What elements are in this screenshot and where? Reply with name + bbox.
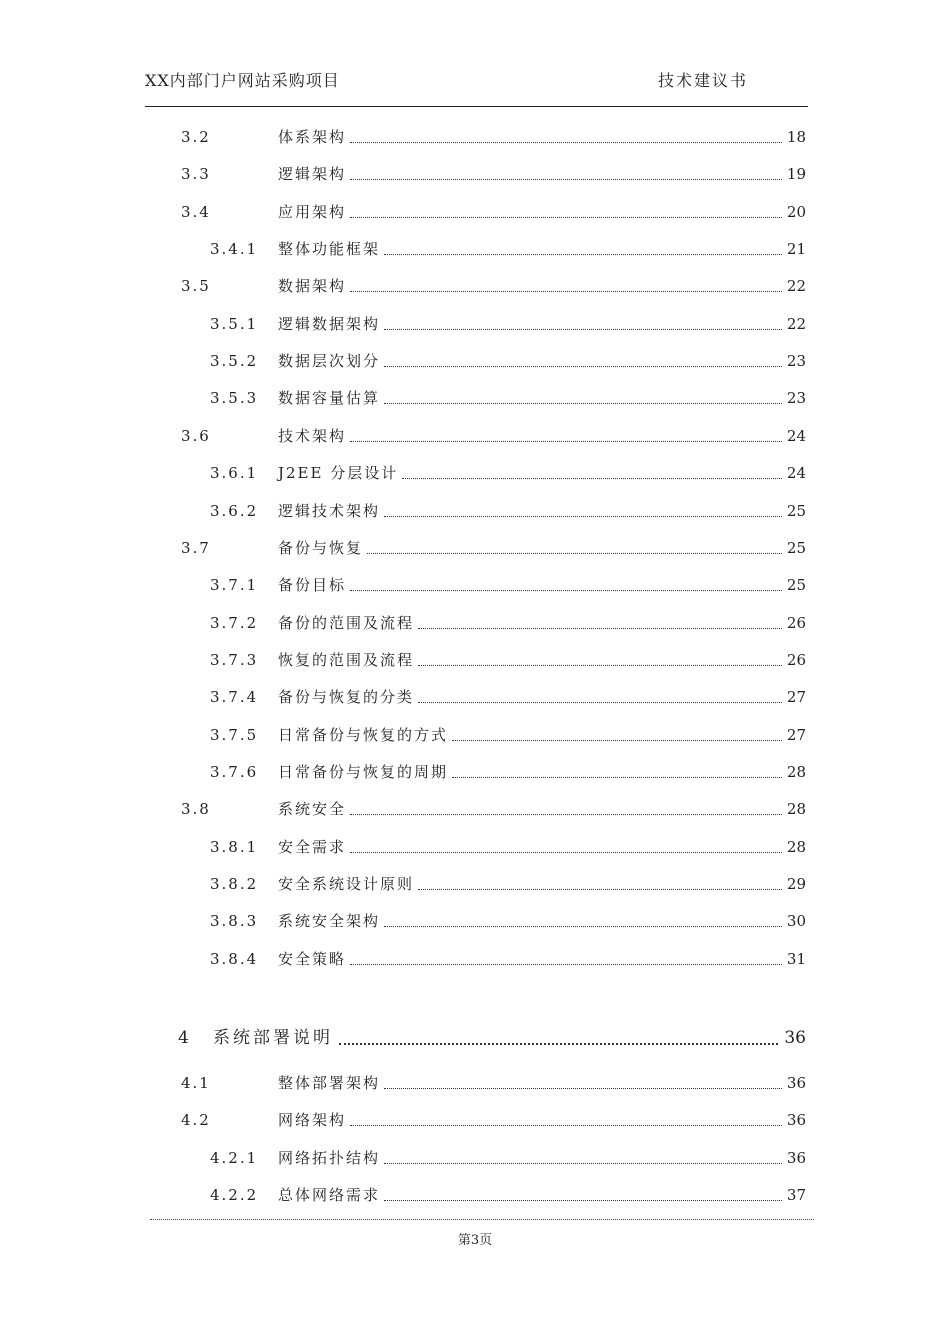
toc-leader-dots — [384, 1087, 782, 1089]
toc-leader-dots — [384, 328, 782, 330]
toc-entry-page: 25 — [786, 538, 806, 557]
toc-entry[interactable] — [0, 499, 950, 523]
toc-entry[interactable] — [0, 872, 950, 896]
toc-leader-dots — [350, 141, 782, 143]
toc-entry[interactable] — [0, 125, 950, 149]
footer-page-number: 第3页 — [457, 1233, 493, 1248]
toc-chapter-page: 36 — [784, 1028, 806, 1048]
toc-entry-page: 28 — [786, 800, 806, 819]
toc-leader-dots — [350, 963, 782, 965]
toc-entry-page: 23 — [786, 389, 806, 408]
toc-entry-number: 4.1 — [181, 1074, 211, 1092]
toc-entry-number: 3.7.1 — [210, 576, 259, 595]
toc-entry-page: 27 — [786, 688, 806, 707]
toc-entry-number: 3.7.3 — [210, 650, 259, 669]
toc-leader-dots — [384, 253, 782, 255]
toc-entry-number: 3.3 — [181, 165, 211, 184]
toc-leader-dots — [384, 365, 782, 367]
toc-leader-dots — [418, 664, 782, 666]
header-doc-type: 技术建议书 — [657, 71, 748, 90]
toc-entry[interactable] — [0, 461, 950, 485]
toc-entry[interactable] — [0, 573, 950, 597]
toc-chapter-number: 4 — [178, 1028, 189, 1048]
toc-entry[interactable] — [0, 685, 950, 709]
toc-entry-title: 逻辑数据架构 — [278, 314, 381, 333]
toc-entry-page: 25 — [786, 501, 806, 520]
toc-entry-page: 22 — [786, 314, 806, 333]
toc-entry-title: 日常备份与恢复的周期 — [278, 762, 449, 781]
toc-entry-page: 36 — [786, 1148, 806, 1167]
toc-entry-number: 3.8 — [181, 800, 211, 819]
toc-entry[interactable] — [0, 723, 950, 747]
toc-entry-page: 31 — [786, 949, 806, 968]
toc-entry[interactable] — [0, 1146, 950, 1170]
toc-entry-page: 24 — [786, 426, 806, 445]
toc-entry[interactable] — [0, 797, 950, 821]
toc-entry-number: 3.7.6 — [210, 762, 259, 781]
toc-leader-dots — [402, 477, 782, 479]
toc-entry-title: 网络架构 — [278, 1111, 347, 1130]
toc-entry-title: 备份目标 — [278, 576, 347, 595]
toc-entry[interactable] — [0, 386, 950, 410]
toc-entry-number: 3.5.2 — [210, 352, 259, 371]
toc-entry-page: 22 — [786, 277, 806, 296]
toc-entry-title: 整体功能框架 — [278, 240, 381, 259]
toc-entry-number: 3.8.1 — [210, 837, 259, 856]
toc-entry-number: 3.6.1 — [210, 464, 259, 483]
toc-entry-title: 备份与恢复 — [278, 538, 364, 557]
toc-chapter-title: 系统部署说明 — [213, 1028, 333, 1048]
toc-leader-dots — [452, 776, 782, 778]
toc-entry-title: 恢复的范围及流程 — [278, 650, 415, 669]
header-project-title: XX内部门户网站采购项目 — [145, 71, 340, 90]
toc-entry[interactable] — [0, 424, 950, 448]
toc-entry-page: 20 — [786, 202, 806, 221]
toc-leader-dots — [350, 178, 782, 180]
toc-entry-page: 37 — [786, 1186, 806, 1205]
toc-entry[interactable] — [0, 611, 950, 635]
page-header — [145, 68, 808, 107]
toc-leader-dots — [350, 813, 782, 815]
toc-entry[interactable] — [0, 760, 950, 784]
toc-entry-title: 逻辑架构 — [278, 165, 347, 184]
toc-entry-page: 26 — [786, 650, 806, 669]
toc-leader-dots — [418, 888, 782, 890]
toc-entry-title: 系统安全 — [278, 800, 347, 819]
toc-entry-number: 4.2.2 — [210, 1186, 259, 1205]
toc-entry[interactable] — [0, 1108, 950, 1132]
toc-entry[interactable] — [0, 1183, 950, 1207]
toc-leader-dots — [384, 1199, 782, 1201]
toc-entry-number: 3.7.5 — [210, 725, 259, 744]
toc-leader-dots — [350, 1124, 782, 1126]
toc-entry-title: 安全策略 — [278, 949, 347, 968]
toc-entry-title: J2EE 分层设计 — [278, 464, 399, 483]
toc-entry-title: 安全需求 — [278, 837, 347, 856]
toc-entry-number: 3.4.1 — [210, 240, 259, 259]
toc-entry-number: 3.4 — [181, 202, 211, 221]
toc-entry-title: 数据层次划分 — [278, 352, 381, 371]
toc-entry-title: 应用架构 — [278, 202, 347, 221]
toc-entry-title: 数据容量估算 — [278, 389, 381, 408]
toc-entry[interactable] — [0, 947, 950, 971]
toc-leader-dots — [339, 1042, 778, 1045]
toc-entry-title: 总体网络需求 — [278, 1186, 381, 1205]
toc-entry-number: 3.8.3 — [210, 912, 259, 931]
toc-entry-title: 备份与恢复的分类 — [278, 688, 415, 707]
toc-entry-number: 3.8.4 — [210, 949, 259, 968]
toc-entry-page: 18 — [786, 128, 806, 146]
toc-entry-number: 3.7.2 — [210, 613, 259, 632]
toc-entry-number: 3.5 — [181, 277, 211, 296]
toc-entry[interactable] — [0, 349, 950, 373]
toc-entry-number: 3.8.2 — [210, 875, 259, 893]
toc-entry-page: 21 — [786, 240, 806, 259]
toc-chapter-entry[interactable] — [0, 1024, 950, 1052]
toc-entry-page: 28 — [786, 762, 806, 781]
toc-entry-number: 4.2.1 — [210, 1148, 259, 1167]
toc-entry[interactable] — [0, 237, 950, 261]
toc-leader-dots — [350, 440, 782, 442]
toc-entry-title: 安全系统设计原则 — [278, 875, 415, 893]
toc-entry-page: 27 — [786, 725, 806, 744]
toc-entry-title: 备份的范围及流程 — [278, 613, 415, 632]
toc-entry-title: 技术架构 — [278, 426, 347, 445]
toc-entry-title: 网络拓扑结构 — [278, 1148, 381, 1167]
toc-entry[interactable] — [0, 648, 950, 672]
toc-entry-number: 3.7.4 — [210, 688, 259, 707]
toc-entry-page: 30 — [786, 912, 806, 931]
toc-leader-dots — [384, 1162, 782, 1164]
toc-entry-page: 24 — [786, 464, 806, 483]
toc-entry-page: 19 — [786, 165, 806, 184]
toc-entry[interactable] — [0, 200, 950, 224]
toc-leader-dots — [350, 290, 782, 292]
toc-entry[interactable] — [0, 162, 950, 186]
toc-entry-page: 23 — [786, 352, 806, 371]
footer-divider — [150, 1219, 814, 1220]
toc-leader-dots — [384, 925, 782, 927]
toc-entry[interactable] — [0, 835, 950, 859]
toc-entry[interactable] — [0, 536, 950, 560]
toc-entry-number: 3.6 — [181, 426, 211, 445]
toc-leader-dots — [350, 216, 782, 218]
toc-leader-dots — [367, 552, 782, 554]
toc-leader-dots — [350, 851, 782, 853]
toc-entry-title: 日常备份与恢复的方式 — [278, 725, 449, 744]
toc-entry-number: 3.6.2 — [210, 501, 259, 520]
toc-leader-dots — [452, 739, 782, 741]
toc-entry-title: 系统安全架构 — [278, 912, 381, 931]
toc-entry-number: 3.5.3 — [210, 389, 259, 408]
toc-entry[interactable] — [0, 1071, 950, 1095]
toc-entry-number: 3.2 — [181, 128, 211, 146]
toc-entry-title: 体系架构 — [278, 128, 347, 146]
toc-entry-number: 4.2 — [181, 1111, 211, 1130]
toc-entry-page: 29 — [786, 875, 806, 893]
toc-leader-dots — [350, 589, 782, 591]
toc-entry-number: 3.7 — [181, 538, 211, 557]
toc-entry-title: 逻辑技术架构 — [278, 501, 381, 520]
toc-entry-title: 整体部署架构 — [278, 1074, 381, 1092]
toc-leader-dots — [418, 627, 782, 629]
toc-entry-page: 25 — [786, 576, 806, 595]
toc-entry[interactable] — [0, 909, 950, 933]
toc-entry-number: 3.5.1 — [210, 314, 259, 333]
toc-entry-title: 数据架构 — [278, 277, 347, 296]
toc-entry-page: 26 — [786, 613, 806, 632]
toc-entry-page: 28 — [786, 837, 806, 856]
toc-entry-page: 36 — [786, 1074, 806, 1092]
toc-leader-dots — [418, 701, 782, 703]
toc-entry[interactable] — [0, 312, 950, 336]
toc-leader-dots — [384, 402, 782, 404]
toc-entry-page: 36 — [786, 1111, 806, 1130]
toc-leader-dots — [384, 515, 782, 517]
toc-entry[interactable] — [0, 274, 950, 298]
